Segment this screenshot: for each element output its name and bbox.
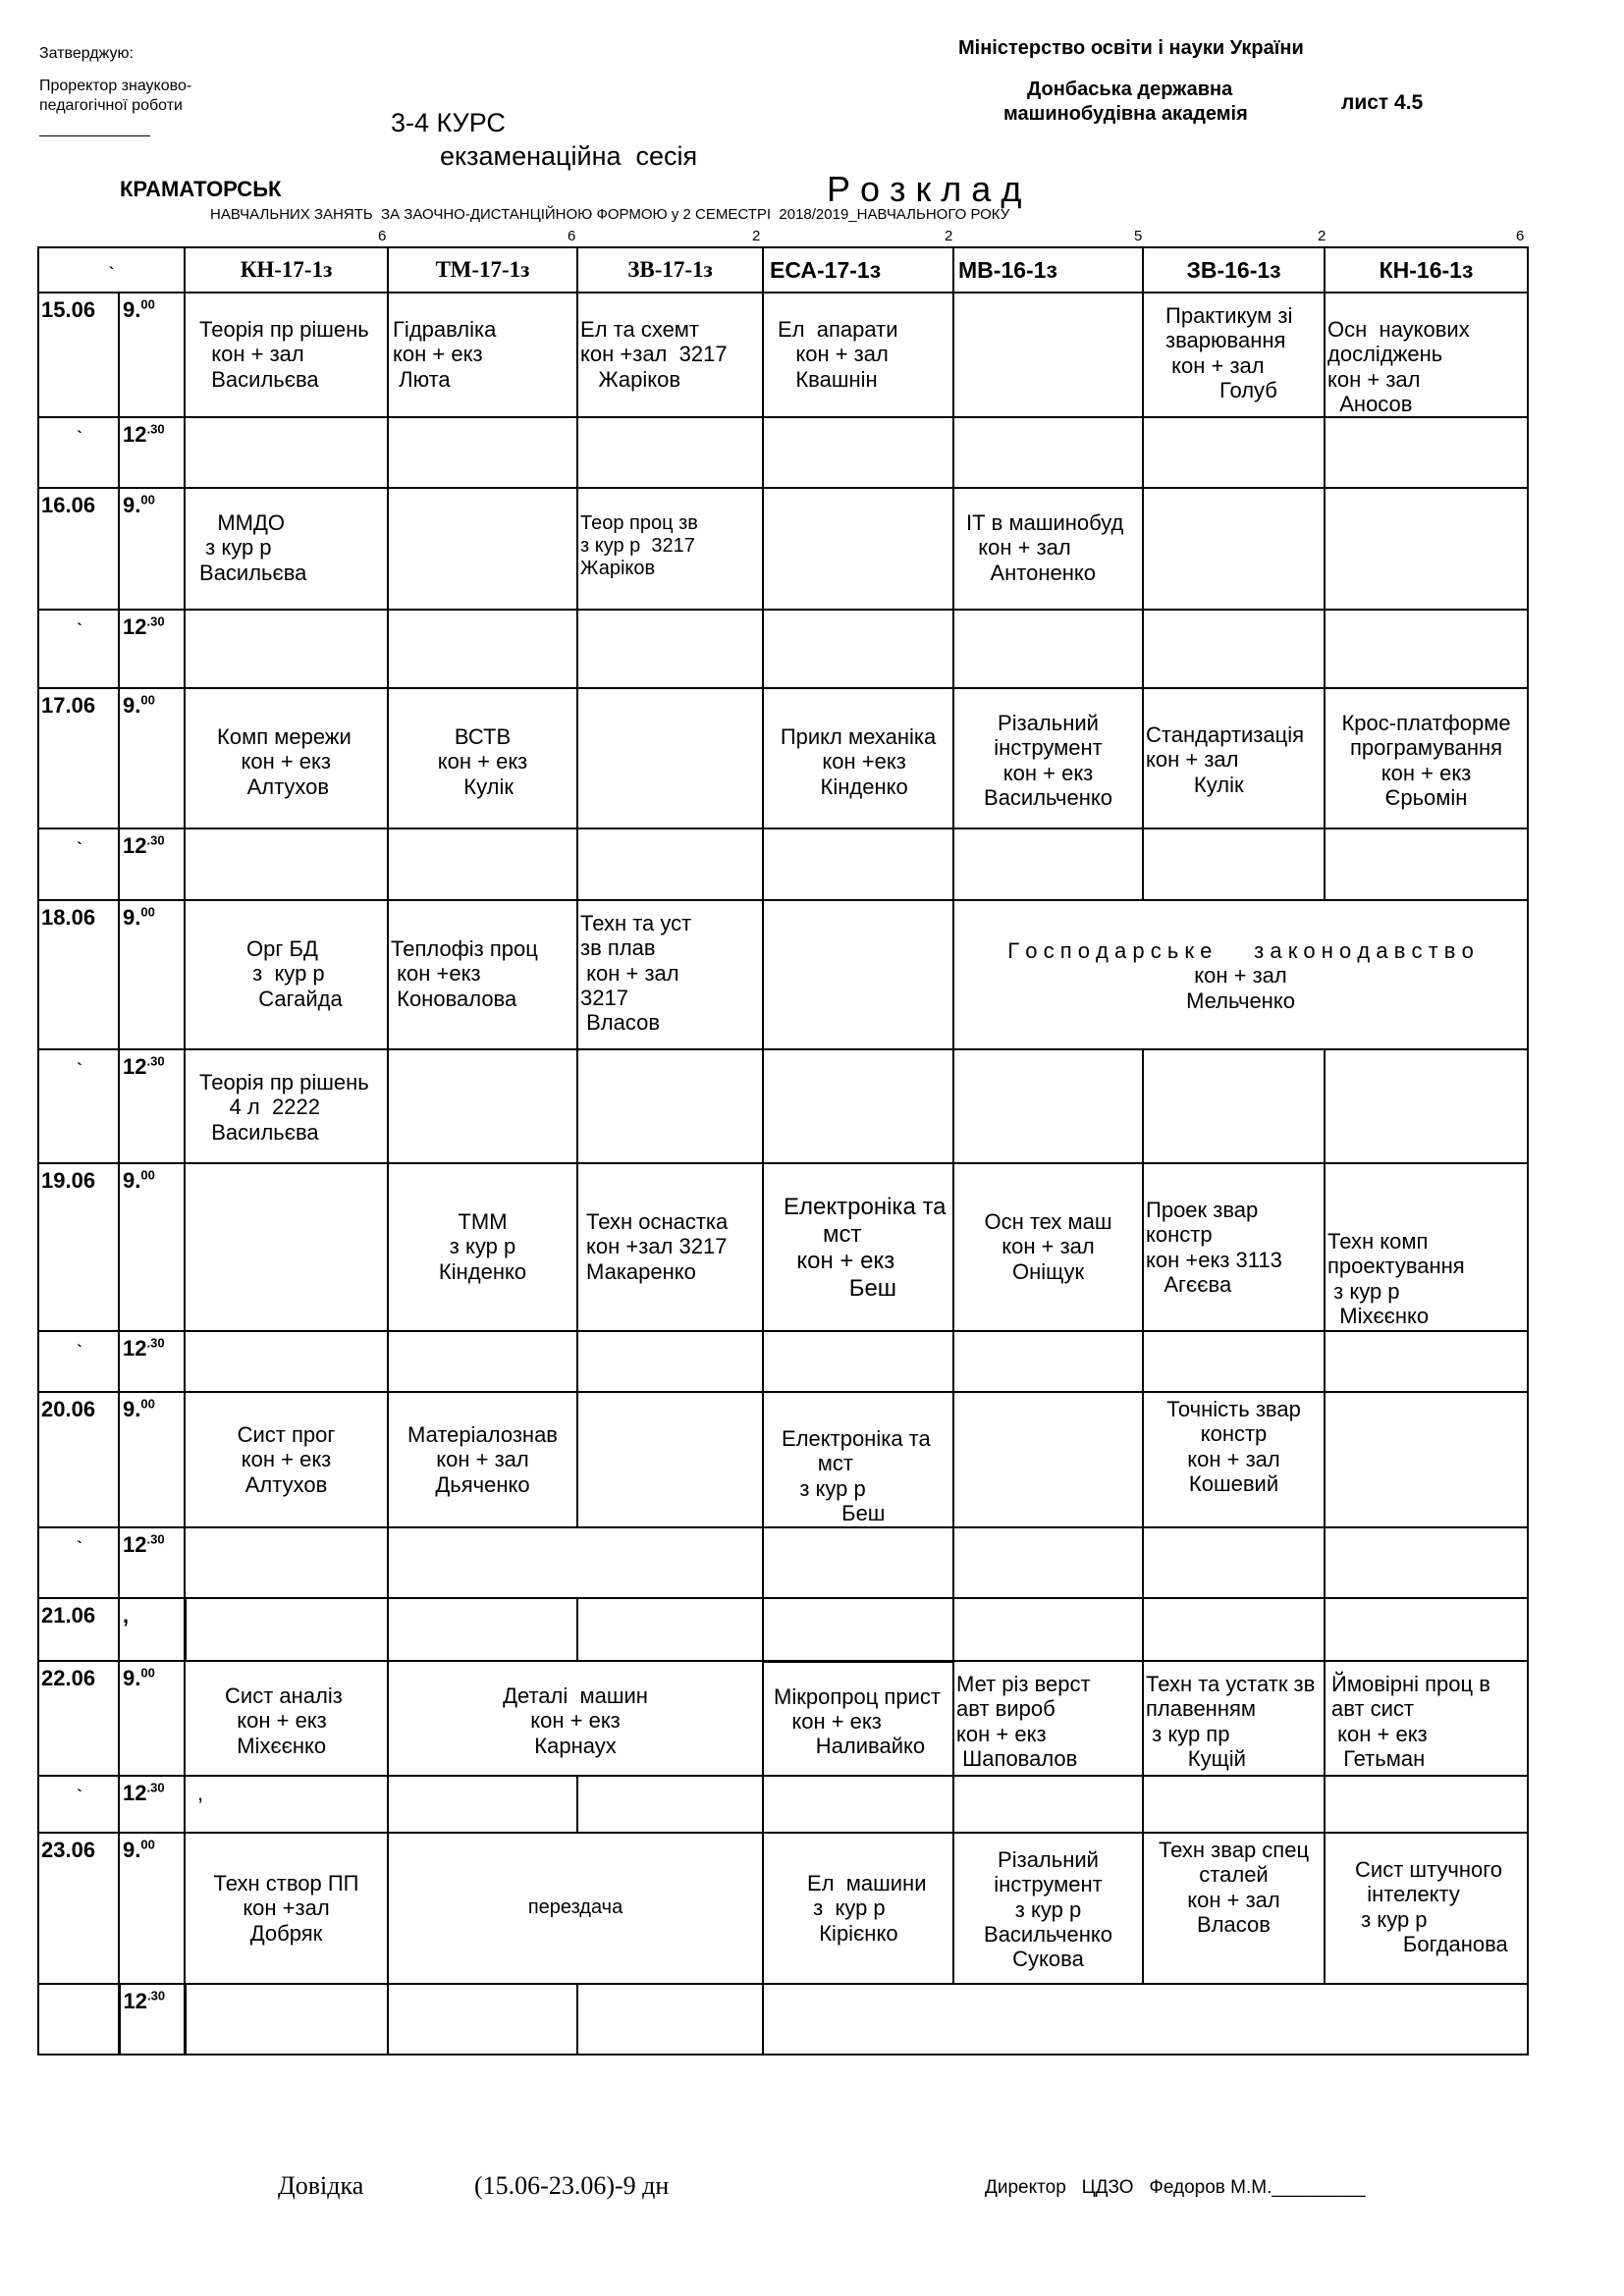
table-row	[38, 688, 1528, 828]
lesson-cell	[1325, 488, 1528, 610]
director-signature: Директор ЦДЗО Федоров М.М._________	[985, 2177, 1366, 2198]
table-row	[38, 417, 1528, 488]
lesson-cell: ВСТВ кон + екз Кулік	[388, 688, 577, 828]
lesson-cell: Техн звар спец сталей кон + зал Власов	[1143, 1833, 1325, 1984]
lesson-cell	[763, 900, 953, 1049]
session-label: екзаменаційна сесія	[440, 141, 698, 171]
time-cell: $12^{.30}$	[119, 1984, 185, 2055]
lesson-cell	[763, 488, 953, 610]
academy-line1: Донбаська державна	[1027, 79, 1233, 100]
table-row	[38, 1163, 1528, 1331]
lesson-cell: Теорія пр рішень кон + зал Васильєва	[185, 293, 388, 417]
tick-cell: `	[38, 610, 119, 688]
group-count: 5	[1134, 228, 1143, 244]
group-header-tm17: ТМ-17-1з	[388, 247, 577, 293]
group-count: 2	[752, 228, 761, 244]
lesson-cell: Проек звар констр кон +екз 3113 Агєєва	[1143, 1163, 1325, 1331]
time-cell: 9.00	[119, 1163, 185, 1331]
lesson-cell: Прикл механіка кон +екз Кінденко	[763, 688, 953, 828]
lesson-cell: Різальний інструмент з кур р Васильченко Сукова	[953, 1833, 1143, 1984]
lesson-cell: Практикум зі зварювання кон + зал Голуб	[1143, 293, 1325, 417]
lesson-cell: Теор проц зв з кур р 3217 Жаріков	[577, 488, 763, 610]
page-subtitle: НАВЧАЛЬНИХ ЗАНЯТЬ ЗА ЗАОЧНО-ДИСТАНЦІЙНОЮ ФОРМОЮ у 2 СЕМЕСТРІ 2018/2019_НАВЧАЛЬНОГО РОКУ	[210, 206, 1010, 223]
table-row	[38, 1984, 1528, 2055]
corner-cell: `	[38, 247, 185, 293]
time-cell: 9.00	[119, 1661, 185, 1776]
lesson-cell: Осн наукових досліджень кон + зал Аносов	[1325, 293, 1528, 417]
lesson-cell	[1325, 1392, 1528, 1527]
lesson-cell-merged: Деталі машин кон + екз Карнаух	[388, 1661, 763, 1776]
date-cell: 18.06	[38, 900, 119, 1049]
time-cell: ,	[119, 1598, 185, 1661]
time-cell: $12^{.30}$	[119, 610, 185, 688]
sheet-number: лист 4.5	[1341, 91, 1424, 114]
lesson-cell	[185, 1163, 388, 1331]
lesson-cell: Техн оснастка кон +зал 3217 Макаренко	[577, 1163, 763, 1331]
course-label: 3-4 КУРС	[391, 108, 506, 137]
prorector-line1: Проректор знауково-	[39, 78, 192, 94]
date-cell: 23.06	[38, 1833, 119, 1984]
group-count: 6	[378, 228, 387, 244]
date-cell: 22.06	[38, 1661, 119, 1776]
lesson-cell: Сист прог кон + екз Алтухов	[185, 1392, 388, 1527]
lesson-cell: Різальний інструмент кон + екз Васильченко	[953, 688, 1143, 828]
table-row	[38, 1331, 1528, 1392]
lesson-cell: Техн створ ПП кон +зал Добряк	[185, 1833, 388, 1984]
lesson-cell: Матеріалознав кон + зал Дьяченко	[388, 1392, 577, 1527]
lesson-cell: Ймовірні проц в авт сист кон + екз Гетьман	[1325, 1661, 1528, 1776]
table-row	[38, 1661, 1528, 1776]
date-cell: 20.06	[38, 1392, 119, 1527]
group-count: 2	[945, 228, 953, 244]
schedule-table	[37, 246, 1529, 2056]
lesson-cell: Ел машини з кур р Кірієнко	[763, 1833, 953, 1984]
lesson-cell	[953, 293, 1143, 417]
table-row	[38, 828, 1528, 900]
tick-cell: `	[38, 828, 119, 900]
table-row	[38, 293, 1528, 417]
tick-cell: `	[38, 1331, 119, 1392]
note-label: Довідка	[278, 2171, 364, 2200]
tick-cell: `	[38, 1049, 119, 1163]
time-cell: 9.00	[119, 688, 185, 828]
tick-cell: `	[38, 417, 119, 488]
time-cell: 9.00	[119, 293, 185, 417]
lesson-cell: Мет різ верст авт вироб кон + екз Шаповалов	[953, 1661, 1143, 1776]
table-row	[38, 900, 1528, 1049]
group-header-kn17: КН-17-1з	[185, 247, 388, 293]
date-cell: 21.06	[38, 1598, 119, 1661]
lesson-cell: Осн тех маш кон + зал Оніщук	[953, 1163, 1143, 1331]
empty-cell	[38, 1984, 119, 2055]
table-row	[38, 1776, 1528, 1833]
lesson-cell: ІТ в машинобуд кон + зал Антоненко	[953, 488, 1143, 610]
time-cell: $12^{.30}$	[119, 1776, 185, 1833]
header-row	[38, 247, 1528, 293]
table-row	[38, 1833, 1528, 1984]
lesson-cell: ,	[185, 1776, 388, 1833]
note-value: (15.06-23.06)-9 дн	[474, 2171, 670, 2200]
lesson-cell: Стандартизація кон + зал Кулік	[1143, 688, 1325, 828]
lesson-cell: Комп мережи кон + екз Алтухов	[185, 688, 388, 828]
lesson-cell: Теплофіз проц кон +екз Коновалова	[388, 900, 577, 1049]
time-cell: 9.00	[119, 488, 185, 610]
tick-cell: `	[38, 1776, 119, 1833]
date-cell: 15.06	[38, 293, 119, 417]
signature-line	[39, 135, 150, 136]
lesson-cell: Ел апарати кон + зал Квашнін	[763, 293, 953, 417]
table-row	[38, 1392, 1528, 1527]
date-cell: 17.06	[38, 688, 119, 828]
table-row	[38, 1049, 1528, 1163]
group-header-kn16: КН-16-1з	[1325, 247, 1528, 293]
table-row	[38, 610, 1528, 688]
lesson-cell: Електроніка та мст кон + екз Беш	[763, 1163, 953, 1331]
date-cell: 19.06	[38, 1163, 119, 1331]
time-cell: $12^{.30}$	[119, 417, 185, 488]
date-cell: 16.06	[38, 488, 119, 610]
time-cell: $12^{.30}$	[119, 1331, 185, 1392]
academy-line2: машинобудівна академія	[1003, 103, 1248, 125]
lesson-cell: Сист штучного інтелекту з кур р Богданова	[1325, 1833, 1528, 1984]
group-header-mv16: МВ-16-1з	[953, 247, 1143, 293]
time-cell: 9.00	[119, 900, 185, 1049]
lesson-cell	[577, 1392, 763, 1527]
lesson-cell: Орг БД з кур р Сагайда	[185, 900, 388, 1049]
group-count: 2	[1318, 228, 1326, 244]
lesson-cell	[577, 688, 763, 828]
ministry-title: Міністерство освіти і науки України	[958, 37, 1304, 59]
lesson-cell: Крос-платформе програмування кон + екз Єрьомін	[1325, 688, 1528, 828]
lesson-cell: Техн та устатк зв плавенням з кур пр Кущій	[1143, 1661, 1325, 1776]
lesson-cell: Теорія пр рішень 4 л 2222 Васильєва	[185, 1049, 388, 1163]
city-label: КРАМАТОРСЬК	[120, 177, 282, 201]
time-cell: $12^{.30}$	[119, 1049, 185, 1163]
approve-label: Затверджую:	[39, 45, 134, 62]
lesson-cell-merged: Г о с п о д а р с ь к е з а к о н о д а в с т в о кон + зал Мельченко	[953, 900, 1528, 1049]
lesson-cell: Точність звар констр кон + зал Кошевий	[1143, 1392, 1325, 1527]
time-cell: $12^{.30}$	[119, 1527, 185, 1598]
lesson-cell	[1143, 488, 1325, 610]
table-row	[38, 488, 1528, 610]
group-header-esa17: ЕСА-17-1з	[763, 247, 953, 293]
time-cell: $12^{.30}$	[119, 828, 185, 900]
lesson-cell	[388, 488, 577, 610]
lesson-cell: Гідравліка кон + екз Люта	[388, 293, 577, 417]
lesson-cell: Мікропроц прист кон + екз Наливайко	[763, 1661, 953, 1776]
group-header-zv16: ЗВ-16-1з	[1143, 247, 1325, 293]
tick-cell: `	[38, 1527, 119, 1598]
time-cell: 9.00	[119, 1833, 185, 1984]
group-count: 6	[568, 228, 576, 244]
lesson-cell: ТММ з кур р Кінденко	[388, 1163, 577, 1331]
lesson-cell: Техн та уст зв плав кон + зал 3217 Власов	[577, 900, 763, 1049]
lesson-cell: ММДО з кур р Васильєва	[185, 488, 388, 610]
lesson-cell: Ел та схемт кон +зал 3217 Жаріков	[577, 293, 763, 417]
prorector-line2: педагогічної роботи	[39, 97, 183, 114]
lesson-cell-merged: перездача	[388, 1833, 763, 1984]
lesson-cell: Техн комп проектування з кур р Міхєєнко	[1325, 1163, 1528, 1331]
group-count: 6	[1516, 228, 1525, 244]
group-header-zv17: ЗВ-17-1з	[577, 247, 763, 293]
lesson-cell: Електроніка та мст з кур р Беш	[763, 1392, 953, 1527]
lesson-cell: Сист аналіз кон + екз Міхєєнко	[185, 1661, 388, 1776]
lesson-cell	[953, 1392, 1143, 1527]
table-row	[38, 1598, 1528, 1661]
page-title: Р о з к л а д	[827, 169, 1022, 209]
time-cell: 9.00	[119, 1392, 185, 1527]
table-row	[38, 1527, 1528, 1598]
